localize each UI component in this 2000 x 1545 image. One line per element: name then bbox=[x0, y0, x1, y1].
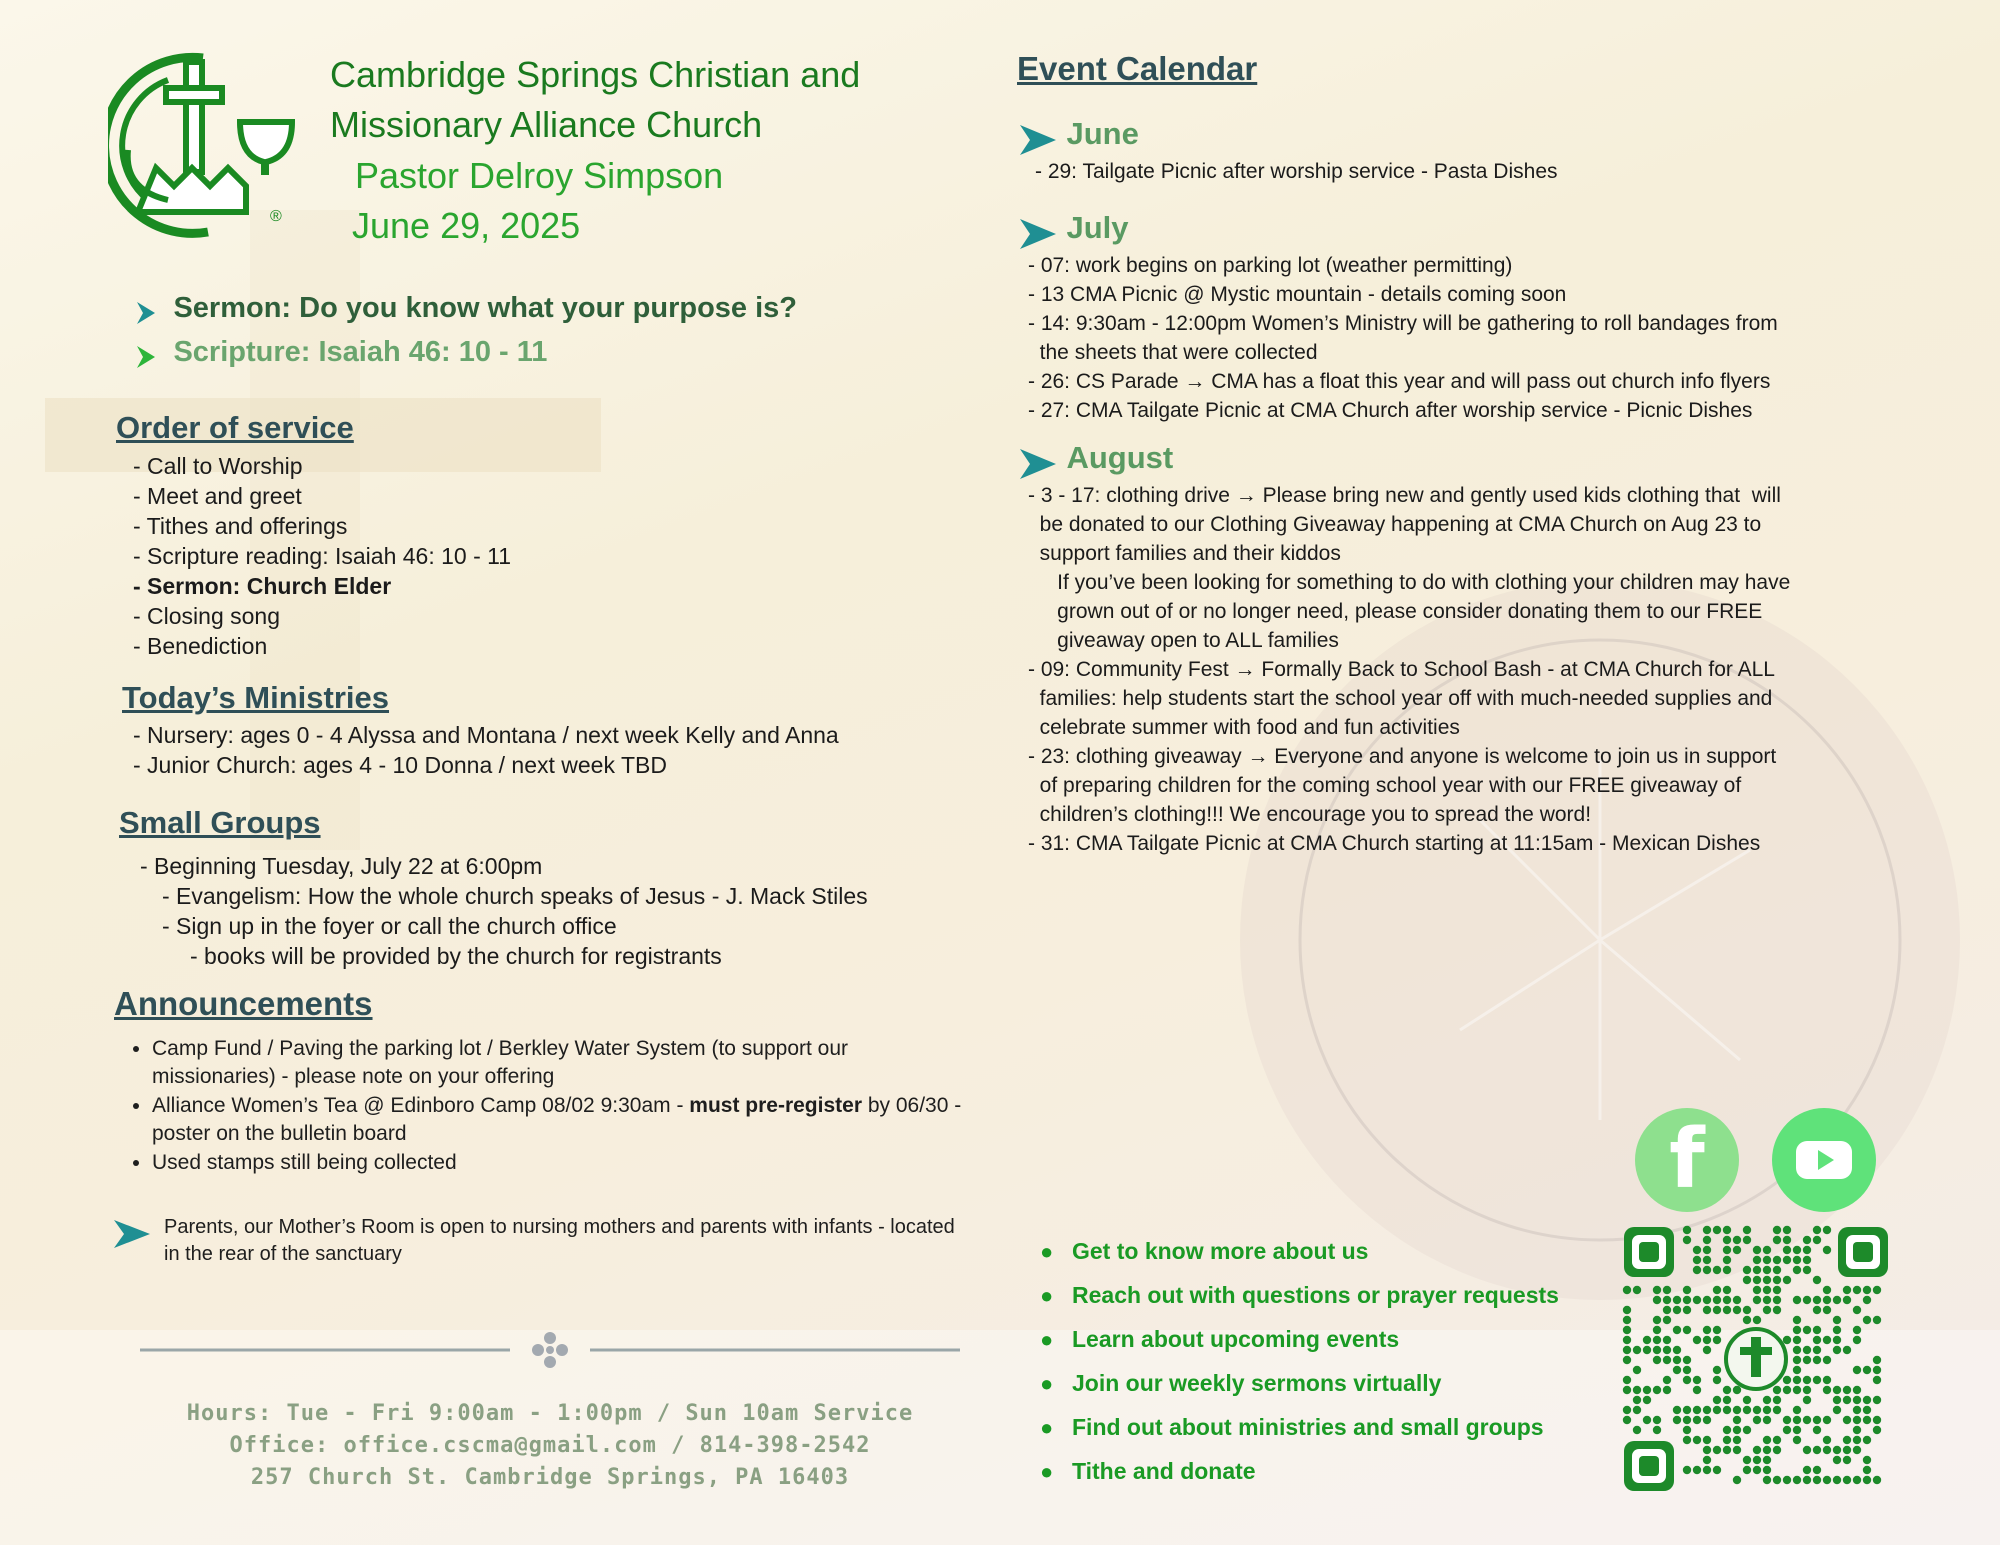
calendar-item: - 13 CMA Picnic @ Mystic mountain - details coming soon bbox=[1028, 283, 1567, 306]
calendar-item: of preparing children for the coming school year with our FREE giveaway of bbox=[1028, 774, 1742, 797]
calendar-item: - 31: CMA Tailgate Picnic at CMA Church starting at 11:15am - Mexican Dishes bbox=[1028, 832, 1761, 855]
church-address: 257 Church St. Cambridge Springs, PA 16403 bbox=[250, 1465, 850, 1490]
small-group-item: - Beginning Tuesday, July 22 at 6:00pm bbox=[140, 853, 543, 879]
contact-footer bbox=[140, 1398, 960, 1494]
arrow-bullet-icon bbox=[1018, 447, 1058, 481]
small-group-item: - Evangelism: How the whole church speaks of Jesus - J. Mack Stiles bbox=[162, 883, 868, 909]
sermon-title-row bbox=[135, 292, 797, 326]
sermon-title: Sermon: Do you know what your purpose is? bbox=[173, 292, 798, 324]
facebook-icon: f bbox=[1669, 1112, 1705, 1207]
service-item: - Call to Worship bbox=[133, 453, 303, 479]
service-item: - Meet and greet bbox=[133, 483, 302, 509]
link-row[interactable]: ● Find out about ministries and small groups bbox=[1040, 1414, 1544, 1440]
church-name-line-1: Cambridge Springs Christian and bbox=[330, 54, 861, 95]
month-june: June bbox=[1066, 116, 1139, 151]
website-links bbox=[1040, 1238, 1559, 1502]
office-contact[interactable]: Office: office.cscma@gmail.com / 814-398-2542 bbox=[229, 1433, 871, 1458]
facebook-button[interactable] bbox=[1635, 1108, 1739, 1212]
announcements-list bbox=[116, 1035, 976, 1178]
order-of-service-list bbox=[133, 451, 511, 661]
calendar-item: be donated to our Clothing Giveaway happening at CMA Church on Aug 23 to bbox=[1028, 513, 1762, 536]
calendar-item: - 26: CS Parade → CMA has a float this year and will pass out church info flyers bbox=[1028, 370, 1771, 393]
calendar-item: celebrate summer with food and fun activities bbox=[1028, 716, 1460, 739]
ministry-item: - Nursery: ages 0 - 4 Alyssa and Montana / next week Kelly and Anna bbox=[133, 722, 839, 748]
service-item: - Benediction bbox=[133, 633, 268, 659]
ministries-list bbox=[133, 720, 839, 780]
month-july-header bbox=[1018, 210, 1128, 251]
link-row[interactable]: ● Tithe and donate bbox=[1040, 1458, 1256, 1484]
office-hours: Hours: Tue - Fri 9:00am - 1:00pm / Sun 10am Service bbox=[186, 1401, 914, 1426]
link-row[interactable]: ● Learn about upcoming events bbox=[1040, 1326, 1400, 1352]
calendar-item: children’s clothing!!! We encourage you to spread the word! bbox=[1028, 803, 1592, 826]
ornament-divider bbox=[140, 1330, 960, 1370]
mothers-room-note: Parents, our Mother’s Room is open to nursing mothers and parents with infants - located in the rear of the sanctuary bbox=[164, 1216, 955, 1265]
ministries-title: Today’s Ministries bbox=[122, 680, 390, 715]
calendar-item: - 27: CMA Tailgate Picnic at CMA Church after worship service - Picnic Dishes bbox=[1028, 399, 1753, 422]
service-item-sermon: - Sermon: Church Elder bbox=[133, 573, 392, 599]
calendar-item: - 29: Tailgate Picnic after worship service - Pasta Dishes bbox=[1035, 160, 1558, 183]
pastor-name: Pastor Delroy Simpson bbox=[355, 155, 724, 196]
link-ministries[interactable]: Find out about ministries and small groups bbox=[1072, 1414, 1544, 1440]
scripture-row bbox=[135, 336, 547, 370]
arrow-bullet-icon bbox=[1018, 217, 1058, 251]
link-about[interactable]: Get to know more about us bbox=[1072, 1238, 1369, 1264]
service-item: - Closing song bbox=[133, 603, 281, 629]
announcements-title: Announcements bbox=[114, 985, 373, 1022]
calendar-item: support families and their kiddos bbox=[1028, 542, 1341, 565]
order-of-service-title: Order of service bbox=[116, 410, 354, 445]
calendar-item: - 3 - 17: clothing drive → Please bring new and gently used kids clothing that will bbox=[1028, 484, 1781, 507]
calendar-item: the sheets that were collected bbox=[1028, 341, 1318, 364]
qr-code[interactable] bbox=[1622, 1225, 1890, 1493]
announcement-item: • Alliance Women’s Tea @ Edinboro Camp 08/02 9:30am - must pre-register by 06/30 - poster on the bulletin board bbox=[152, 1092, 976, 1148]
calendar-item: families: help students start the school year off with much-needed supplies and bbox=[1028, 687, 1773, 710]
calendar-item: - 23: clothing giveaway → Everyone and anyone is welcome to join us in support bbox=[1028, 745, 1777, 768]
arrow-bullet-icon bbox=[112, 1218, 152, 1250]
month-june-header bbox=[1018, 116, 1139, 157]
calendar-item: grown out of or no longer need, please consider donating them to our FREE bbox=[1028, 600, 1763, 623]
small-group-item: - Sign up in the foyer or call the church office bbox=[162, 913, 617, 939]
calendar-item: If you’ve been looking for something to do with clothing your children may have bbox=[1028, 571, 1791, 594]
scripture-reference: Scripture: Isaiah 46: 10 - 11 bbox=[173, 336, 548, 368]
youtube-icon bbox=[1772, 1108, 1876, 1212]
service-item: - Scripture reading: Isaiah 46: 10 - 11 bbox=[133, 543, 512, 569]
ministry-item: - Junior Church: ages 4 - 10 Donna / next week TBD bbox=[133, 752, 667, 778]
august-events bbox=[1028, 481, 1790, 858]
link-prayer[interactable]: Reach out with questions or prayer requests bbox=[1072, 1282, 1559, 1308]
youtube-button[interactable] bbox=[1772, 1108, 1876, 1212]
registered-mark: ® bbox=[270, 208, 282, 225]
arrow-bullet-icon bbox=[135, 344, 157, 370]
link-events[interactable]: Learn about upcoming events bbox=[1072, 1326, 1400, 1352]
link-row[interactable]: ● Join our weekly sermons virtually bbox=[1040, 1370, 1442, 1396]
arrow-bullet-icon bbox=[1018, 123, 1058, 157]
month-august-header bbox=[1018, 440, 1173, 481]
announcement-item: • Camp Fund / Paving the parking lot / Berkley Water System (to support our missionaries) - please note on your offering bbox=[152, 1035, 976, 1091]
month-august: August bbox=[1066, 440, 1174, 475]
arrow-bullet-icon bbox=[135, 300, 157, 326]
calendar-item: - 14: 9:30am - 12:00pm Women’s Ministry will be gathering to roll bandages from bbox=[1028, 312, 1778, 335]
calendar-item: - 09: Community Fest → Formally Back to School Bash - at CMA Church for ALL bbox=[1028, 658, 1775, 681]
small-groups-title: Small Groups bbox=[119, 805, 321, 840]
july-events bbox=[1028, 251, 1778, 425]
link-tithe[interactable]: Tithe and donate bbox=[1072, 1458, 1256, 1484]
link-sermons[interactable]: Join our weekly sermons virtually bbox=[1072, 1370, 1442, 1396]
announcement-item: • Used stamps still being collected bbox=[152, 1149, 976, 1177]
church-name-line-2: Missionary Alliance Church bbox=[330, 104, 763, 145]
link-row[interactable]: ● Reach out with questions or prayer requests bbox=[1040, 1282, 1559, 1308]
service-item: - Tithes and offerings bbox=[133, 513, 348, 539]
small-group-item: - books will be provided by the church for registrants bbox=[190, 943, 722, 969]
link-row[interactable]: ● Get to know more about us bbox=[1040, 1238, 1369, 1264]
bulletin-date: June 29, 2025 bbox=[352, 205, 581, 246]
event-calendar-title: Event Calendar bbox=[1017, 50, 1258, 87]
calendar-item: giveaway open to ALL families bbox=[1028, 629, 1339, 652]
calendar-item: - 07: work begins on parking lot (weather permitting) bbox=[1028, 254, 1513, 277]
month-july: July bbox=[1066, 210, 1129, 245]
